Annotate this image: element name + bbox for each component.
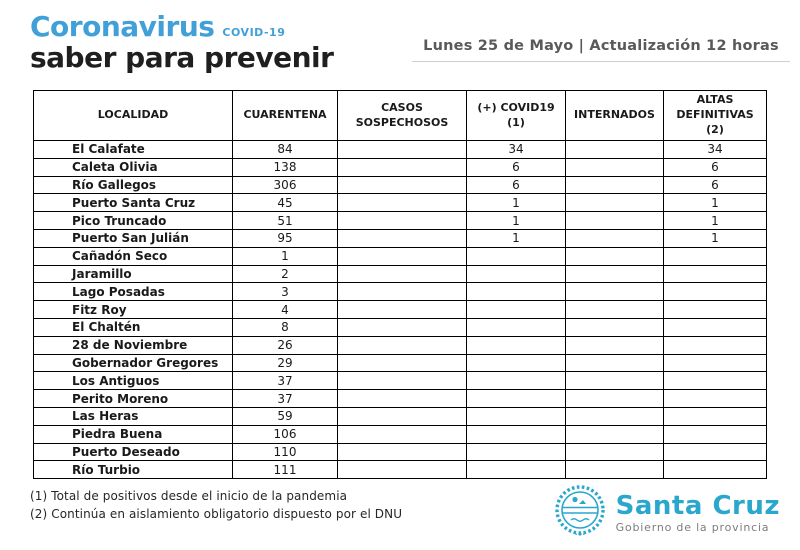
value-cell: 1 <box>467 194 566 212</box>
col-header-covid19: (+) COVID19 (1) <box>467 91 566 141</box>
value-cell <box>338 247 467 265</box>
value-cell: 34 <box>467 141 566 159</box>
locality-cell: Puerto Deseado <box>34 443 233 461</box>
value-cell: 1 <box>467 229 566 247</box>
value-cell <box>664 407 767 425</box>
col-header-casos-sospechosos: CASOS SOSPECHOSOS <box>338 91 467 141</box>
value-cell: 45 <box>233 194 338 212</box>
locality-cell: El Calafate <box>34 141 233 159</box>
value-cell <box>467 372 566 390</box>
table-row <box>34 247 767 265</box>
value-cell <box>338 425 467 443</box>
locality-cell: Gobernador Gregores <box>34 354 233 372</box>
table-row <box>34 283 767 301</box>
value-cell: 6 <box>664 158 767 176</box>
table-row <box>34 336 767 354</box>
value-cell: 59 <box>233 407 338 425</box>
value-cell <box>467 390 566 408</box>
value-cell <box>566 158 664 176</box>
table-header-row <box>34 91 767 141</box>
value-cell <box>566 372 664 390</box>
value-cell <box>467 301 566 319</box>
value-cell <box>338 461 467 479</box>
value-cell <box>664 461 767 479</box>
value-cell: 2 <box>233 265 338 283</box>
value-cell <box>664 247 767 265</box>
value-cell <box>338 390 467 408</box>
locality-cell: Lago Posadas <box>34 283 233 301</box>
value-cell <box>664 372 767 390</box>
value-cell: 51 <box>233 212 338 230</box>
value-cell <box>467 247 566 265</box>
table-row <box>34 141 767 159</box>
value-cell <box>566 194 664 212</box>
value-cell <box>566 407 664 425</box>
value-cell <box>664 283 767 301</box>
value-cell: 8 <box>233 318 338 336</box>
locality-cell: Pico Truncado <box>34 212 233 230</box>
value-cell <box>467 336 566 354</box>
value-cell <box>664 336 767 354</box>
value-cell: 37 <box>233 390 338 408</box>
value-cell <box>338 194 467 212</box>
table-row <box>34 443 767 461</box>
table-row <box>34 372 767 390</box>
value-cell: 95 <box>233 229 338 247</box>
value-cell <box>566 176 664 194</box>
value-cell: 6 <box>664 176 767 194</box>
value-cell <box>664 265 767 283</box>
value-cell <box>467 283 566 301</box>
logo-subtitle: Gobierno de la provincia <box>615 520 770 534</box>
value-cell <box>664 301 767 319</box>
brand-tagline: saber para prevenir <box>30 41 334 74</box>
value-cell <box>566 247 664 265</box>
footnotes-block <box>30 487 402 523</box>
value-cell: 1 <box>467 212 566 230</box>
value-cell <box>338 372 467 390</box>
value-cell <box>338 158 467 176</box>
locality-cell: Fitz Roy <box>34 301 233 319</box>
value-cell: 34 <box>664 141 767 159</box>
value-cell <box>664 425 767 443</box>
covid-table-body <box>34 141 767 479</box>
value-cell: 29 <box>233 354 338 372</box>
value-cell <box>566 141 664 159</box>
covid-status-table <box>33 90 767 479</box>
locality-cell: Los Antiguos <box>34 372 233 390</box>
value-cell: 110 <box>233 443 338 461</box>
value-cell: 1 <box>664 229 767 247</box>
locality-cell: Río Gallegos <box>34 176 233 194</box>
value-cell <box>467 425 566 443</box>
value-cell: 306 <box>233 176 338 194</box>
locality-cell: Puerto San Julián <box>34 229 233 247</box>
value-cell <box>664 354 767 372</box>
locality-cell: Perito Moreno <box>34 390 233 408</box>
value-cell <box>664 390 767 408</box>
locality-cell: Cañadón Seco <box>34 247 233 265</box>
provincial-seal-icon <box>553 483 607 543</box>
value-cell <box>338 141 467 159</box>
value-cell <box>566 425 664 443</box>
col-header-altas-definitivas: ALTAS DEFINITIVAS (2) <box>664 91 767 141</box>
value-cell: 84 <box>233 141 338 159</box>
value-cell: 106 <box>233 425 338 443</box>
value-cell <box>467 318 566 336</box>
brand-block <box>30 10 333 74</box>
value-cell <box>338 336 467 354</box>
value-cell <box>338 443 467 461</box>
value-cell <box>338 212 467 230</box>
value-cell <box>467 407 566 425</box>
locality-cell: Piedra Buena <box>34 425 233 443</box>
table-row <box>34 461 767 479</box>
value-cell: 3 <box>233 283 338 301</box>
value-cell <box>338 407 467 425</box>
value-cell <box>338 229 467 247</box>
value-cell <box>566 390 664 408</box>
value-cell: 1 <box>664 194 767 212</box>
value-cell: 6 <box>467 176 566 194</box>
locality-cell: Jaramillo <box>34 265 233 283</box>
value-cell <box>566 318 664 336</box>
logo-title: Santa Cruz <box>615 490 780 521</box>
value-cell <box>566 354 664 372</box>
value-cell <box>566 229 664 247</box>
value-cell <box>467 461 566 479</box>
value-cell: 4 <box>233 301 338 319</box>
table-row <box>34 158 767 176</box>
table-row <box>34 229 767 247</box>
table-row <box>34 407 767 425</box>
table-row <box>34 354 767 372</box>
value-cell: 1 <box>233 247 338 265</box>
locality-cell: Las Heras <box>34 407 233 425</box>
locality-cell: Caleta Olivia <box>34 158 233 176</box>
value-cell <box>566 283 664 301</box>
value-cell <box>566 265 664 283</box>
value-cell <box>338 318 467 336</box>
value-cell: 6 <box>467 158 566 176</box>
value-cell <box>566 461 664 479</box>
value-cell: 111 <box>233 461 338 479</box>
table-row <box>34 390 767 408</box>
table-row <box>34 212 767 230</box>
value-cell <box>664 318 767 336</box>
locality-cell: Río Turbio <box>34 461 233 479</box>
table-row <box>34 301 767 319</box>
value-cell <box>338 265 467 283</box>
value-cell <box>566 212 664 230</box>
locality-cell: 28 de Noviembre <box>34 336 233 354</box>
value-cell: 138 <box>233 158 338 176</box>
table-row <box>34 425 767 443</box>
value-cell: 37 <box>233 372 338 390</box>
value-cell <box>338 354 467 372</box>
value-cell <box>467 354 566 372</box>
table-row <box>34 194 767 212</box>
col-header-internados: INTERNADOS <box>566 91 664 141</box>
col-header-localidad: LOCALIDAD <box>34 91 233 141</box>
value-cell <box>467 265 566 283</box>
footnote-2: (2) Continúa en aislamiento obligatorio dispuesto por el DNU <box>30 507 403 521</box>
table-row <box>34 176 767 194</box>
value-cell <box>467 443 566 461</box>
value-cell <box>338 283 467 301</box>
value-cell: 1 <box>664 212 767 230</box>
locality-cell: El Chaltén <box>34 318 233 336</box>
value-cell <box>566 336 664 354</box>
table-row <box>34 265 767 283</box>
locality-cell: Puerto Santa Cruz <box>34 194 233 212</box>
footnote-1: (1) Total de positivos desde el inicio de la pandemia <box>30 489 348 503</box>
update-date-line: Lunes 25 de Mayo | Actualización 12 horas <box>412 38 790 62</box>
brand-title: Coronavirus <box>30 10 215 43</box>
value-cell <box>566 301 664 319</box>
col-header-cuarentena: CUARENTENA <box>233 91 338 141</box>
brand-covid-label: COVID-19 <box>222 26 286 39</box>
value-cell: 26 <box>233 336 338 354</box>
value-cell <box>566 443 664 461</box>
value-cell <box>338 301 467 319</box>
value-cell <box>338 176 467 194</box>
table-row <box>34 318 767 336</box>
value-cell <box>664 443 767 461</box>
santa-cruz-logo <box>553 483 780 543</box>
